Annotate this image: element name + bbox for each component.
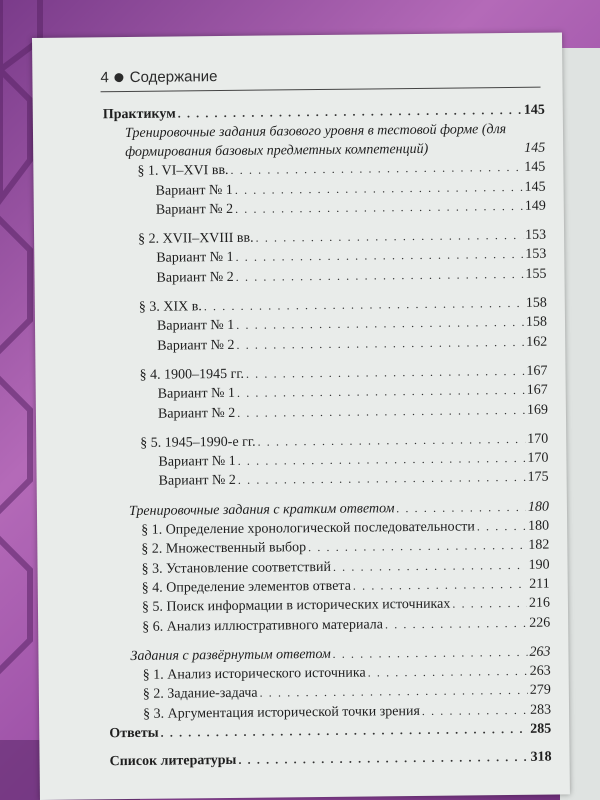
toc-entry-page: 162 (526, 334, 548, 350)
toc-entry-label: § 2. XVII–XVIII вв. (138, 230, 254, 248)
toc-entry-page: 279 (529, 683, 551, 699)
toc-entry-page: 153 (525, 247, 547, 263)
toc-leader-dots (230, 158, 522, 180)
toc-entry[interactable] (103, 120, 545, 163)
toc-entry-label: § 1. Определение хронологической последовательности (141, 519, 475, 538)
toc-entry-page: 169 (526, 402, 548, 418)
toc-entry-label: Вариант № 1 (155, 182, 233, 199)
toc-entry-label: Список литературы (109, 752, 237, 770)
toc-entry-page: 170 (527, 431, 549, 447)
toc-entry-page: 167 (526, 382, 548, 399)
toc-entry-label: Вариант № 1 (157, 386, 236, 402)
toc-entry-label: § 1. VI–XVI вв. (137, 163, 229, 180)
toc-entry-page: 318 (530, 749, 552, 765)
toc-leader-dots (235, 245, 523, 267)
toc-entry-page: 285 (530, 721, 552, 737)
toc-leader-dots (422, 701, 528, 721)
toc-entry-label: Тренировочные задания с кратким ответом (128, 500, 395, 519)
toc-entry-page: 263 (529, 663, 551, 679)
toc-entry-label: § 4. Определение элементов ответа (141, 578, 351, 596)
toc-leader-dots (255, 226, 523, 248)
toc-entry-label: Вариант № 1 (158, 454, 236, 470)
toc-entry-page: 226 (529, 615, 551, 631)
toc-leader-dots (237, 400, 525, 422)
toc-leader-dots (333, 555, 527, 576)
toc-entry-page: 145 (524, 159, 546, 176)
table-of-contents (103, 101, 552, 781)
toc-entry-label: Вариант № 2 (155, 201, 234, 218)
toc-leader-dots (236, 265, 524, 287)
bullet-icon (115, 73, 124, 82)
toc-leader-dots (477, 517, 527, 537)
toc-entry-label: Вариант № 2 (157, 405, 236, 422)
toc-leader-dots (235, 197, 523, 219)
toc-entry-page: 182 (528, 537, 550, 554)
running-head (100, 68, 217, 86)
toc-entry-label: § 2. Множественный выбор (141, 540, 307, 558)
toc-entry[interactable] (109, 748, 551, 781)
toc-entry-label: § 4. 1900–1945 гг. (139, 366, 245, 383)
toc-entry-label: § 3. Установление соответствий (141, 559, 332, 577)
book-page (32, 32, 570, 800)
toc-leader-dots (308, 536, 526, 557)
toc-leader-dots (237, 381, 525, 403)
toc-entry-label: § 5. 1945–1990-е гг. (140, 434, 256, 451)
toc-entry-page: 155 (525, 266, 547, 282)
toc-entry-label: Вариант № 2 (157, 337, 235, 354)
toc-leader-dots (396, 498, 526, 518)
toc-entry-label: Задания с развёрнутым ответом (130, 646, 331, 664)
toc-leader-dots (236, 333, 524, 355)
toc-entry-page: 153 (525, 227, 547, 244)
toc-entry-page: 175 (527, 470, 549, 486)
toc-entry-label: § 3. Аргументация исторической точки зрения (143, 703, 420, 722)
toc-entry-page: 283 (529, 702, 552, 718)
toc-entry-page: 149 (524, 198, 546, 214)
page-number: 4 (100, 69, 109, 87)
toc-entry-label: § 1. Анализ исторического источника (142, 665, 366, 684)
toc-leader-dots (333, 643, 528, 664)
toc-entry-label: Ответы (109, 725, 159, 742)
toc-leader-dots (238, 449, 526, 471)
toc-entry-label: Тренировочные задания базового уровня в тестовой форме (для формирования базовых предметных компетенций) (124, 122, 507, 161)
toc-entry-page: 145 (523, 102, 545, 118)
toc-entry-page: 180 (527, 499, 550, 515)
toc-leader-dots (246, 362, 525, 384)
toc-entry-page: 216 (528, 595, 551, 612)
toc-leader-dots (235, 177, 523, 199)
toc-entry-page: 167 (526, 363, 548, 379)
toc-entry-label: § 6. Анализ иллюстративного материала (142, 616, 384, 635)
toc-entry-label: Вариант № 2 (158, 473, 236, 490)
toc-entry-page: 158 (525, 295, 547, 311)
toc-leader-dots (452, 594, 527, 614)
toc-entry-page: 263 (529, 644, 551, 660)
toc-leader-dots (368, 662, 528, 683)
toc-entry-label: Вариант № 1 (156, 318, 235, 335)
toc-entry-page: 145 (524, 140, 546, 157)
toc-leader-dots (161, 720, 529, 743)
toc-entry-page: 190 (528, 557, 550, 573)
toc-leader-dots (236, 313, 524, 335)
toc-entry-label: Практикум (102, 106, 176, 123)
toc-entry-page: 211 (529, 576, 550, 592)
toc-leader-dots (353, 575, 528, 596)
toc-entry-page: 180 (528, 518, 550, 534)
toc-leader-dots (259, 681, 527, 703)
toc-entry-label: § 3. XIX в. (138, 299, 202, 315)
header-rule (101, 87, 541, 93)
toc-leader-dots (385, 613, 527, 633)
toc-leader-dots (238, 468, 526, 490)
toc-leader-dots (238, 748, 528, 770)
section-title: Содержание (129, 68, 218, 86)
toc-entry-label: Вариант № 1 (156, 250, 234, 267)
toc-entry-page: 158 (525, 314, 548, 331)
toc-entry-page: 170 (527, 450, 549, 466)
toc-leader-dots (257, 430, 525, 452)
toc-entry-label: Вариант № 2 (156, 269, 234, 286)
toc-entry-page: 145 (524, 179, 546, 195)
toc-entry-label: § 5. Поиск информации в исторических источниках (141, 596, 451, 616)
toc-entry-label: § 2. Задание-задача (142, 686, 258, 703)
